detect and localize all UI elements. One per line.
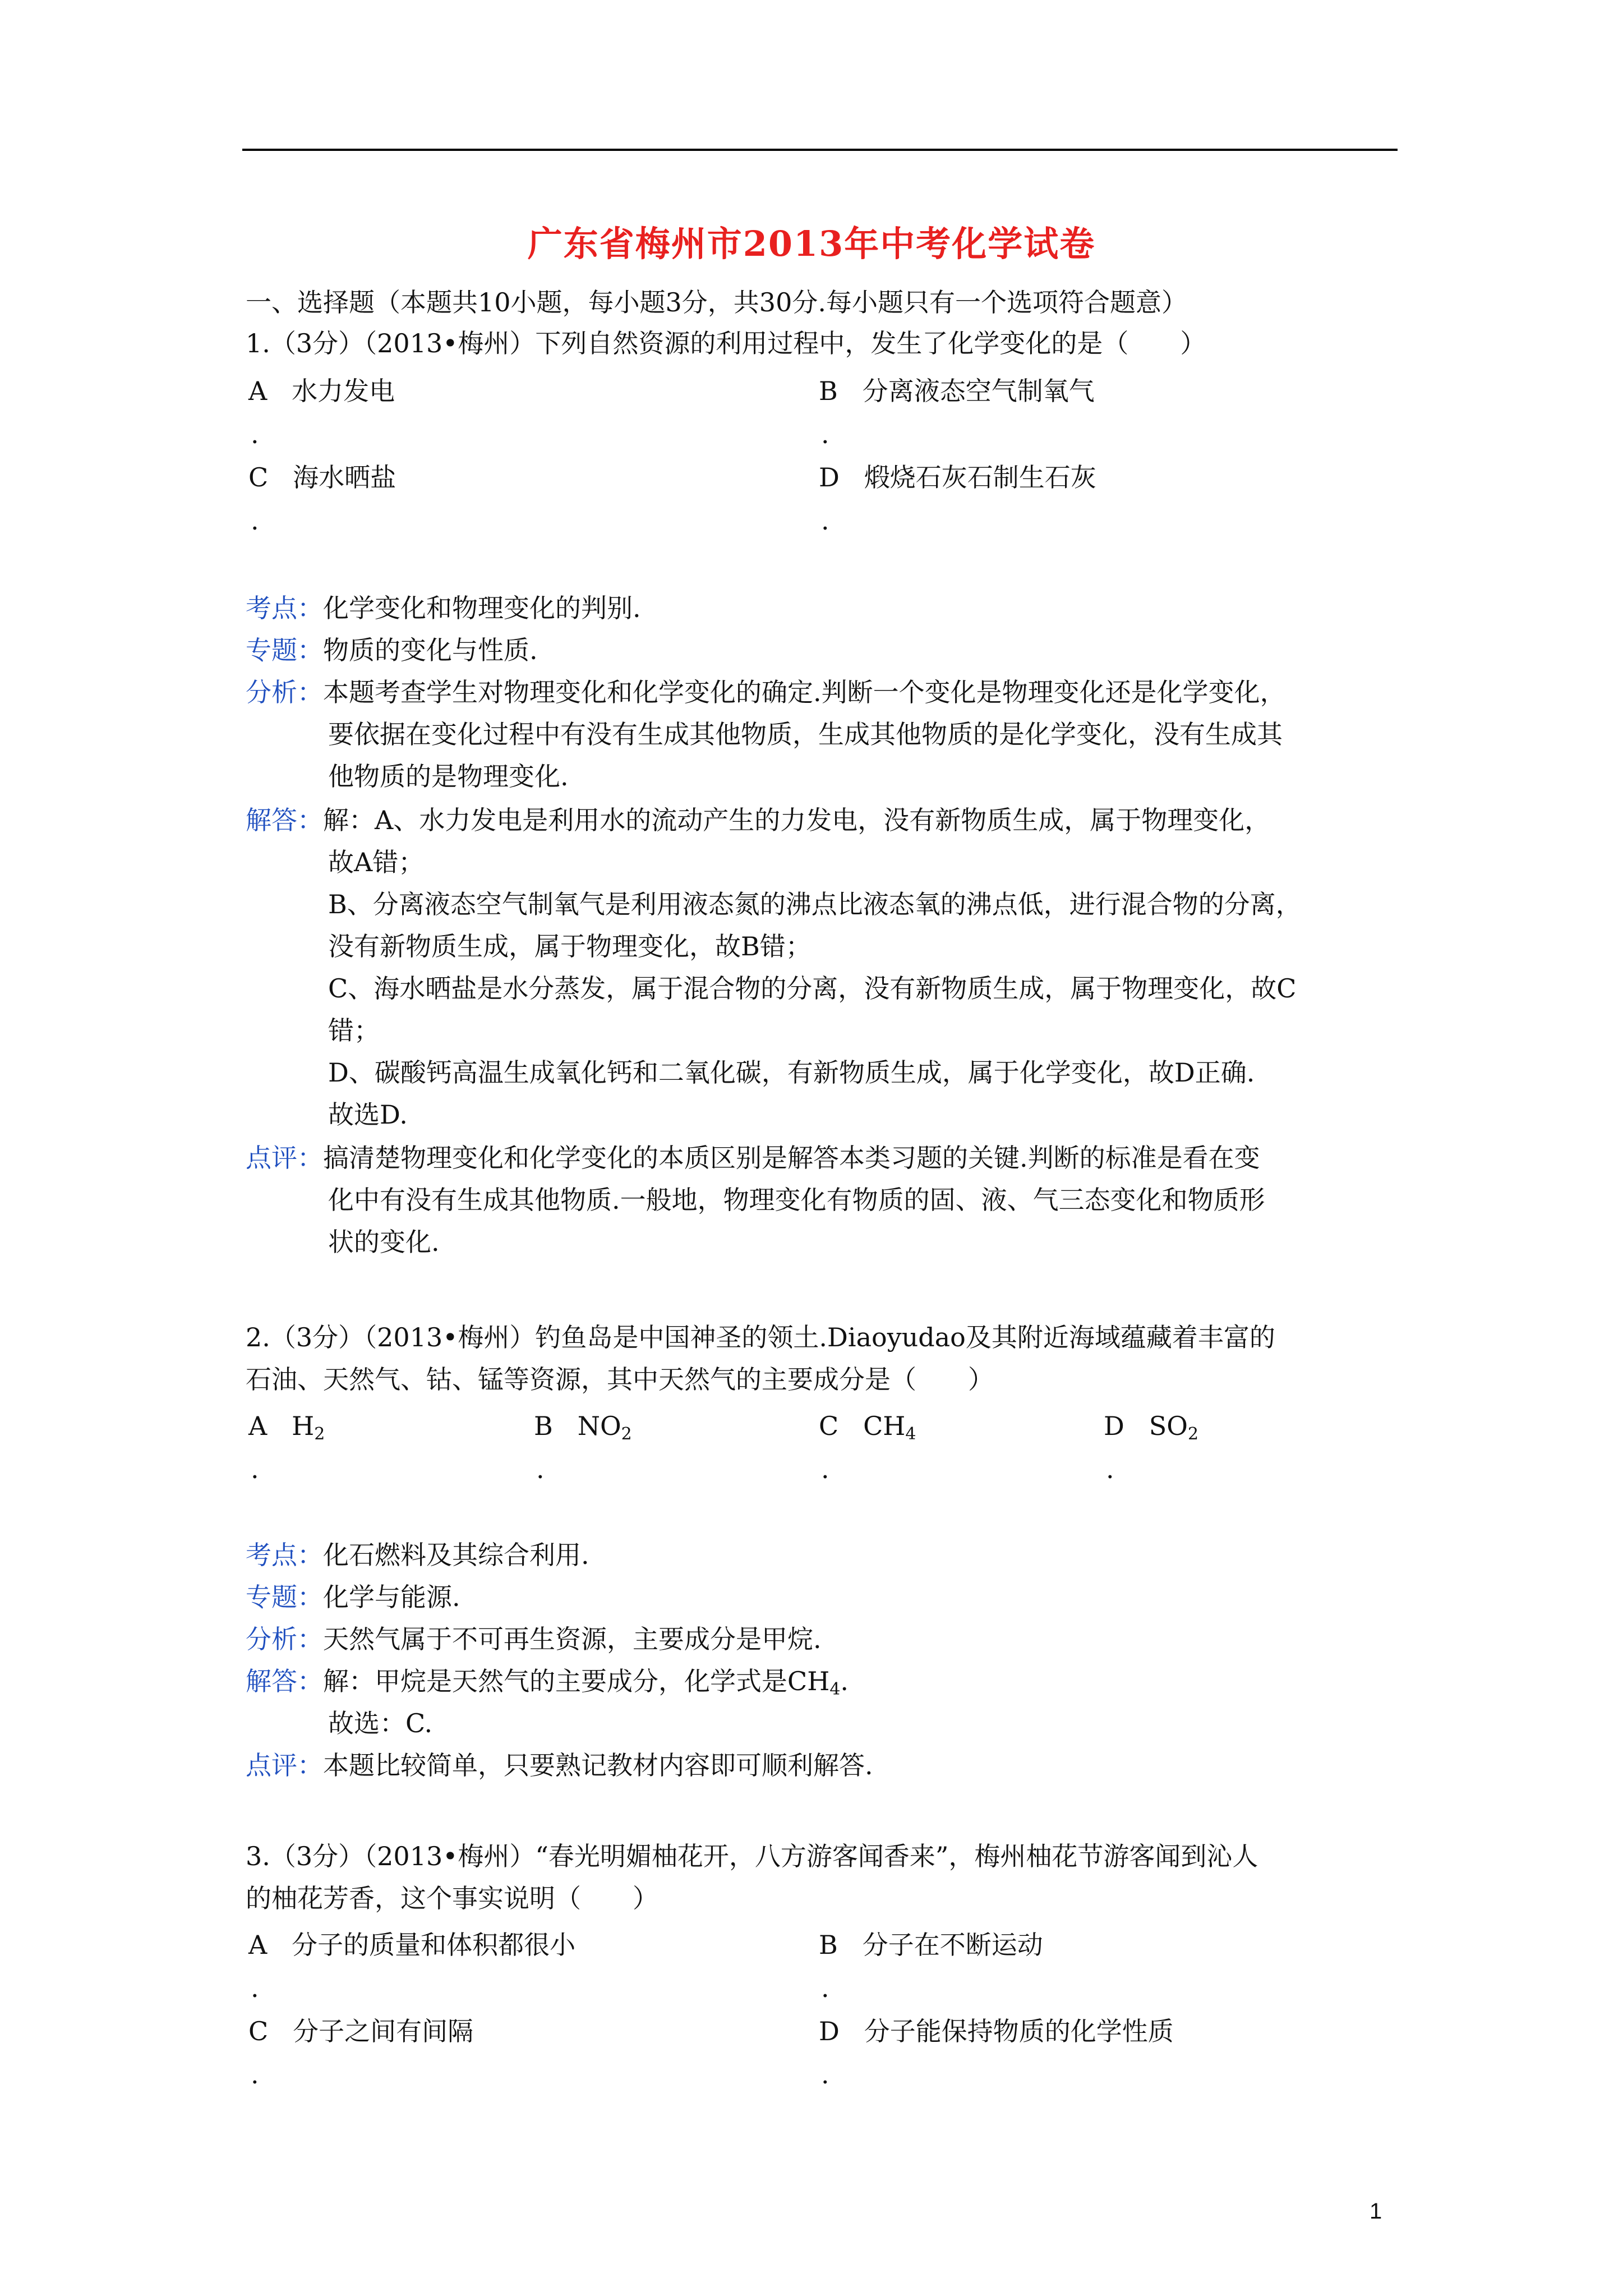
q2-stem-line: 石油、天然气、钴、锰等资源，其中天然气的主要成分是（ ） bbox=[246, 1364, 994, 1395]
q1-jieda-line: C、海水晒盐是水分蒸发，属于混合物的分离，没有新物质生成，属于物理变化，故C bbox=[328, 973, 1297, 1004]
q1-fenxi-line: 他物质的是物理变化. bbox=[328, 761, 569, 792]
dianping-text: 搞清楚物理变化和化学变化的本质区别是解答本类习题的关键.判断的标准是看在变 bbox=[323, 1143, 1260, 1173]
label-jieda: 解答： bbox=[246, 805, 323, 835]
zhuanti-text: 物质的变化与性质. bbox=[323, 635, 538, 665]
option-text: 水力发电 bbox=[292, 376, 395, 406]
option-letter: C bbox=[248, 462, 269, 493]
q3-option-d bbox=[819, 2015, 1174, 2047]
jieda-period: . bbox=[840, 1666, 849, 1696]
zhuanti-text: 化学与能源. bbox=[323, 1582, 460, 1612]
formula-subscript: 2 bbox=[314, 1424, 325, 1444]
fenxi-text: 天然气属于不可再生资源，主要成分是甲烷. bbox=[323, 1624, 822, 1654]
option-text: 煅烧石灰石制生石灰 bbox=[864, 462, 1096, 493]
formula: H bbox=[292, 1411, 315, 1441]
option-dot: . bbox=[821, 1973, 829, 2003]
option-letter: A bbox=[248, 376, 268, 406]
option-letter: C bbox=[819, 1411, 839, 1441]
q1-jieda-line: 错； bbox=[328, 1015, 380, 1046]
kaodian-text: 化石燃料及其综合利用. bbox=[323, 1540, 589, 1570]
q1-dianping bbox=[246, 1142, 1260, 1174]
option-text: 分子在不断运动 bbox=[862, 1930, 1043, 1960]
option-letter: A bbox=[248, 1930, 268, 1960]
q3-option-a bbox=[248, 1929, 575, 1961]
q1-jieda bbox=[246, 804, 1270, 836]
q3-stem-line: 的柚花芳香，这个事实说明（ ） bbox=[246, 1883, 658, 1913]
option-dot: . bbox=[821, 419, 829, 449]
option-dot: . bbox=[1106, 1454, 1114, 1484]
formula-subscript: 4 bbox=[829, 1680, 841, 1699]
q1-fenxi bbox=[246, 676, 1286, 708]
option-dot: . bbox=[821, 1454, 829, 1484]
exam-title: 广东省梅州市2013年中考化学试卷 bbox=[527, 223, 1096, 264]
label-kaodian: 考点： bbox=[246, 593, 323, 623]
q1-kaodian bbox=[246, 592, 641, 624]
jieda-text: 解：A、水力发电是利用水的流动产生的力发电，没有新物质生成，属于物理变化， bbox=[323, 805, 1271, 835]
q3-option-b bbox=[819, 1929, 1043, 1961]
formula: SO bbox=[1149, 1411, 1188, 1441]
q2-option-d bbox=[1104, 1410, 1198, 1451]
option-text: 分子的质量和体积都很小 bbox=[292, 1930, 576, 1960]
q2-option-c bbox=[819, 1410, 916, 1451]
page-number: 1 bbox=[1370, 2199, 1382, 2224]
option-dot: . bbox=[821, 505, 829, 536]
formula: NO bbox=[577, 1411, 621, 1441]
option-letter: D bbox=[819, 2016, 840, 2046]
q1-jieda-line: 故选D. bbox=[328, 1099, 408, 1130]
q1-jieda-line: 故A错； bbox=[328, 847, 425, 877]
q2-jieda-line: 故选：C. bbox=[328, 1708, 433, 1738]
formula-subscript: 2 bbox=[621, 1424, 632, 1444]
q1-jieda-line: B、分离液态空气制氧气是利用液态氮的沸点比液态氧的沸点低，进行混合物的分离， bbox=[328, 889, 1302, 919]
q1-jieda-line: 没有新物质生成，属于物理变化，故B错； bbox=[328, 931, 811, 961]
q2-kaodian bbox=[246, 1539, 589, 1571]
option-letter: A bbox=[248, 1411, 268, 1441]
label-fenxi: 分析： bbox=[246, 1624, 323, 1654]
kaodian-text: 化学变化和物理变化的判别. bbox=[323, 593, 641, 623]
q1-stem: 1.（3分）（2013•梅州）下列自然资源的利用过程中，发生了化学变化的是（ ） bbox=[246, 328, 1206, 358]
q1-jieda-line: D、碳酸钙高温生成氧化钙和二氧化碳，有新物质生成，属于化学变化，故D正确. bbox=[328, 1057, 1255, 1088]
label-dianping: 点评： bbox=[246, 1143, 323, 1173]
option-text: 分子能保持物质的化学性质 bbox=[864, 2016, 1174, 2046]
option-dot: . bbox=[251, 1454, 259, 1484]
formula-subscript: 2 bbox=[1188, 1424, 1199, 1444]
q1-option-a bbox=[248, 375, 395, 407]
label-zhuanti: 专题： bbox=[246, 635, 323, 665]
option-letter: D bbox=[819, 462, 840, 493]
q2-zhuanti bbox=[246, 1581, 460, 1613]
header-rule bbox=[242, 149, 1398, 151]
option-text: 分离液态空气制氧气 bbox=[862, 376, 1095, 406]
option-letter: B bbox=[819, 376, 838, 406]
option-text: 分子之间有间隔 bbox=[293, 2016, 474, 2046]
option-dot: . bbox=[821, 2059, 829, 2090]
q3-option-c bbox=[248, 2015, 473, 2047]
formula: CH bbox=[863, 1411, 906, 1441]
label-zhuanti: 专题： bbox=[246, 1582, 323, 1612]
q1-dianping-line: 化中有没有生成其他物质.一般地，物理变化有物质的固、液、气三态变化和物质形 bbox=[328, 1185, 1265, 1215]
q1-option-b bbox=[819, 375, 1095, 407]
option-dot: . bbox=[251, 505, 259, 536]
fenxi-text: 本题考查学生对物理变化和化学变化的确定.判断一个变化是物理变化还是化学变化， bbox=[323, 677, 1286, 707]
option-text: 海水晒盐 bbox=[293, 462, 396, 493]
q3-stem: 3.（3分）（2013•梅州）“春光明媚柚花开，八方游客闻香来”，梅州柚花节游客闻到沁人 bbox=[246, 1841, 1258, 1871]
label-kaodian: 考点： bbox=[246, 1540, 323, 1570]
option-dot: . bbox=[251, 419, 259, 449]
option-letter: B bbox=[534, 1411, 553, 1441]
label-dianping: 点评： bbox=[246, 1750, 323, 1780]
jieda-text: 解：甲烷是天然气的主要成分，化学式是CH bbox=[323, 1666, 830, 1696]
dianping-text: 本题比较简单，只要熟记教材内容即可顺利解答. bbox=[323, 1750, 873, 1780]
option-letter: C bbox=[248, 2016, 269, 2046]
q2-dianping bbox=[246, 1749, 873, 1782]
q1-option-c bbox=[248, 461, 396, 494]
q2-stem: 2.（3分）（2013•梅州）钓鱼岛是中国神圣的领土.Diaoyudao及其附近海域蕴藏着丰富的 bbox=[246, 1322, 1275, 1352]
section-heading: 一、选择题（本题共10小题，每小题3分，共30分.每小题只有一个选项符合题意） bbox=[246, 287, 1187, 318]
q2-jieda bbox=[246, 1665, 849, 1706]
option-letter: B bbox=[819, 1930, 838, 1960]
q1-zhuanti bbox=[246, 634, 538, 666]
formula-subscript: 4 bbox=[905, 1424, 916, 1444]
q2-option-b bbox=[534, 1410, 632, 1451]
option-dot: . bbox=[251, 1973, 259, 2003]
option-dot: . bbox=[536, 1454, 545, 1484]
q1-option-d bbox=[819, 461, 1096, 494]
q1-dianping-line: 状的变化. bbox=[328, 1227, 440, 1257]
label-fenxi: 分析： bbox=[246, 677, 323, 707]
q2-fenxi bbox=[246, 1623, 822, 1655]
q2-option-a bbox=[248, 1410, 325, 1451]
label-jieda: 解答： bbox=[246, 1666, 323, 1696]
option-dot: . bbox=[251, 2059, 259, 2090]
q1-fenxi-line: 要依据在变化过程中有没有生成其他物质，生成其他物质的是化学变化，没有生成其 bbox=[328, 719, 1283, 749]
option-letter: D bbox=[1104, 1411, 1124, 1441]
